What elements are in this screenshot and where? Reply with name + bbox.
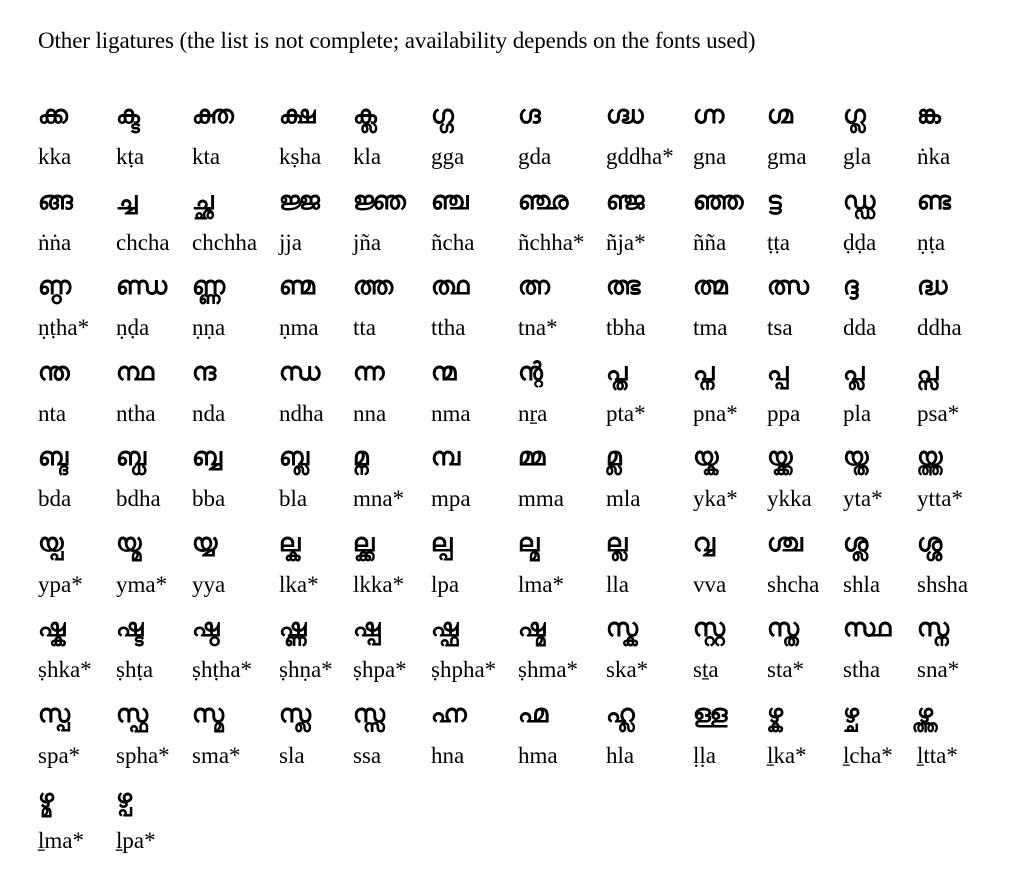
ligature-cell	[353, 691, 431, 777]
ligature-glyph: മ്ന	[353, 442, 369, 471]
ligature-transliteration: ṇma	[279, 315, 319, 340]
ligature-cell	[843, 434, 917, 520]
ligature-glyph: ഗ്ഗ	[431, 100, 454, 129]
ligature-transliteration: gddha*	[606, 144, 674, 169]
ligature-cell	[606, 434, 693, 520]
ligature-glyph: സ്ത	[767, 613, 800, 642]
ligature-transliteration: tta	[353, 315, 376, 340]
ligature-glyph: ഡ്ഡ	[843, 185, 876, 215]
ligature-transliteration: lla	[606, 571, 629, 597]
ligature-glyph: ഷ്ട	[116, 613, 144, 642]
ligature-cell	[431, 691, 518, 777]
ligature-transliteration: ddha	[917, 315, 962, 340]
ligature-cell	[192, 349, 279, 435]
ligature-cell	[192, 520, 279, 606]
ligature-transliteration: jña	[353, 229, 382, 255]
ligature-transliteration: tma	[693, 315, 728, 340]
ligature-cell	[767, 263, 843, 349]
ligature-glyph: ന്ദ	[192, 356, 217, 386]
ligature-glyph: സ്ക	[606, 613, 639, 642]
ligature-glyph: ഷ്ഠ	[192, 613, 220, 642]
ligature-cell	[693, 178, 767, 264]
ligature-transliteration: ṣhpa*	[353, 657, 407, 682]
ligature-cell	[116, 520, 192, 606]
page-title: Other ligatures (the list is not complete; availability depends on the fonts used)	[38, 28, 756, 53]
ligature-cell	[431, 605, 518, 691]
ligature-cell	[518, 92, 606, 178]
ligature-transliteration: ṇṭa	[917, 229, 946, 255]
ligature-transliteration: gna	[693, 144, 727, 169]
ligature-cell	[843, 349, 917, 435]
ligature-transliteration: ykka	[767, 486, 812, 511]
ligature-transliteration: kka	[38, 144, 72, 169]
ligature-glyph: ല്ക്ക	[353, 527, 375, 557]
ligature-glyph: ക്ല	[353, 100, 377, 129]
ligature-cell	[353, 349, 431, 435]
ligature-transliteration: ṣhṭa	[116, 657, 154, 682]
ligature-cell	[279, 92, 353, 178]
ligature-cell	[518, 178, 606, 264]
ligature-cell	[917, 349, 997, 435]
ligature-cell	[767, 434, 843, 520]
ligature-glyph: ഗ്ന	[693, 100, 725, 129]
ligature-transliteration: bla	[279, 486, 308, 511]
ligature-cell	[279, 263, 353, 349]
ligature-transliteration: mna*	[353, 486, 405, 511]
ligature-glyph: പ്ല	[843, 356, 865, 386]
ligature-transliteration: ṣhṭha*	[192, 657, 253, 682]
ligature-transliteration: ṅṅa	[38, 229, 72, 255]
ligature-cell	[693, 349, 767, 435]
ligature-cell	[431, 178, 518, 264]
ligature-cell	[767, 178, 843, 264]
ligature-cell	[38, 178, 116, 264]
ligature-cell	[693, 520, 767, 606]
ligature-cell	[518, 691, 606, 777]
ligature-glyph: ഷ്മ	[518, 613, 546, 642]
ligature-glyph: ഞ്ഞ	[693, 185, 744, 215]
ligature-cell	[279, 520, 353, 606]
ligature-glyph: മ്മ	[518, 442, 546, 471]
ligature-cell	[279, 434, 353, 520]
ligature-transliteration: dda	[843, 315, 877, 340]
ligature-cell	[353, 263, 431, 349]
ligature-glyph: ന്മ	[431, 356, 457, 386]
ligature-cell	[606, 178, 693, 264]
ligature-cell	[38, 263, 116, 349]
ligature-transliteration: chchha	[192, 229, 258, 255]
ligature-glyph: ട്ട	[767, 185, 782, 215]
ligature-glyph: ത്സ	[767, 271, 809, 300]
ligature-transliteration: pna*	[693, 400, 738, 426]
ligature-transliteration: kṣha	[279, 144, 322, 169]
ligature-transliteration: hna	[431, 742, 465, 768]
ligature-glyph: ച്ച	[116, 185, 138, 215]
ligature-transliteration: lka*	[279, 571, 319, 597]
ligature-glyph: ഗ്ല	[843, 100, 866, 129]
ligature-transliteration: bdha	[116, 486, 161, 511]
ligature-cell	[192, 263, 279, 349]
ligature-transliteration: tna*	[518, 315, 558, 340]
ligature-glyph: ഷ്ക	[38, 613, 66, 642]
ligature-cell	[917, 520, 997, 606]
ligature-cell	[767, 691, 843, 777]
ligature-transliteration: ḻpa*	[116, 828, 156, 853]
ligature-cell	[693, 605, 767, 691]
ligature-transliteration: mma	[518, 486, 564, 511]
ligature-transliteration: hla	[606, 742, 635, 768]
ligature-cell	[116, 605, 192, 691]
ligature-glyph: പ്പ	[767, 356, 789, 386]
ligature-transliteration: ṭṭa	[767, 229, 790, 255]
ligature-cell	[116, 434, 192, 520]
ligature-transliteration: gda	[518, 144, 552, 169]
ligature-cell	[606, 605, 693, 691]
ligature-cell	[518, 349, 606, 435]
ligature-cell	[38, 691, 116, 777]
ligature-transliteration: sla	[279, 742, 305, 768]
ligature-glyph: ഹ്ല	[606, 698, 635, 728]
ligature-cell	[767, 520, 843, 606]
ligature-cell	[693, 434, 767, 520]
ligature-glyph: ഹ്മ	[518, 698, 549, 728]
ligature-transliteration: ska*	[606, 657, 649, 682]
ligature-grid	[38, 92, 997, 862]
ligature-glyph: ശ്ച	[767, 527, 803, 557]
ligature-transliteration: gla	[843, 144, 872, 169]
ligature-glyph: ഞ്ഛ	[518, 185, 569, 215]
ligature-glyph: ഴ്ക	[767, 698, 784, 728]
ligature-transliteration: tsa	[767, 315, 793, 340]
ligature-glyph: ശ്ല	[843, 527, 869, 557]
ligature-glyph: യ്ത	[843, 442, 869, 471]
ligature-cell	[518, 263, 606, 349]
ligature-glyph: മ്പ	[431, 442, 461, 471]
ligature-glyph: ത്ന	[518, 271, 550, 300]
ligature-glyph: ത്ഭ	[606, 271, 641, 300]
ligature-cell	[279, 178, 353, 264]
ligature-transliteration: ṣhka*	[38, 657, 92, 682]
ligature-cell	[192, 92, 279, 178]
ligature-glyph: ല്മ	[518, 527, 540, 557]
ligature-glyph: ബ്ബ	[192, 442, 223, 471]
ligature-cell	[353, 520, 431, 606]
ligature-glyph: ത്ഥ	[431, 271, 470, 300]
ligature-transliteration: spha*	[116, 742, 170, 768]
ligature-cell	[192, 434, 279, 520]
ligature-glyph: ഞ്ജ	[606, 185, 645, 215]
ligature-transliteration: ḻma*	[38, 828, 84, 853]
ligature-transliteration: yka*	[693, 486, 738, 511]
ligature-transliteration: ḍḍa	[843, 229, 877, 255]
ligature-cell	[917, 178, 997, 264]
ligature-transliteration: tbha	[606, 315, 646, 340]
ligature-glyph: ന്റ	[518, 356, 543, 386]
ligature-transliteration: ḻcha*	[843, 742, 893, 768]
ligature-transliteration: yma*	[116, 571, 168, 597]
ligature-glyph: പ്സ	[917, 356, 939, 386]
ligature-transliteration: ṅka	[917, 144, 951, 169]
ligature-transliteration: nda	[192, 400, 226, 426]
ligature-glyph: ജ്ഞ	[353, 185, 406, 215]
ligature-glyph: ന്ന	[353, 356, 385, 386]
ligature-cell	[116, 92, 192, 178]
ligature-cell	[767, 605, 843, 691]
ligature-transliteration: kta	[192, 144, 221, 169]
ligature-glyph: സ്പ	[38, 698, 71, 728]
ligature-transliteration: ṇṇa	[192, 315, 226, 340]
ligature-cell	[431, 92, 518, 178]
ligature-cell	[431, 520, 518, 606]
ligature-glyph: ണ്ണ	[192, 271, 226, 300]
ligature-glyph: യ്പ	[38, 527, 64, 557]
ligature-glyph: പ്ത	[606, 356, 628, 386]
ligature-transliteration: yya	[192, 571, 226, 597]
ligature-cell	[38, 92, 116, 178]
ligature-glyph: ല്പ	[431, 527, 453, 557]
ligature-transliteration: sṯa	[693, 657, 719, 682]
ligature-cell	[917, 691, 997, 777]
ligature-cell	[606, 349, 693, 435]
ligature-transliteration: sma*	[192, 742, 241, 768]
ligature-cell	[606, 263, 693, 349]
ligature-transliteration: lma*	[518, 571, 564, 597]
ligature-cell	[353, 434, 431, 520]
ligature-glyph: ങ്ങ	[38, 185, 73, 215]
ligature-glyph: യ്ത്ത	[917, 442, 943, 471]
ligature-glyph: ഷ്ണ	[279, 613, 307, 642]
ligature-glyph: സ്ഥ	[843, 613, 892, 642]
ligature-glyph: ശ്ശ	[917, 527, 943, 557]
ligature-cell	[431, 349, 518, 435]
ligature-glyph: ന്ത	[38, 356, 70, 386]
ligature-cell	[353, 92, 431, 178]
ligature-cell	[843, 92, 917, 178]
ligature-glyph: ദ്ധ	[917, 271, 948, 300]
ligature-glyph: യ്ക്ക	[767, 442, 793, 471]
ligature-cell	[606, 520, 693, 606]
ligature-cell	[279, 349, 353, 435]
ligature-glyph: ബ്ധ	[116, 442, 147, 471]
ligature-glyph: ന്ധ	[279, 356, 321, 386]
ligature-transliteration: lkka*	[353, 571, 405, 597]
ligature-cell	[843, 691, 917, 777]
ligature-cell	[192, 691, 279, 777]
ligature-glyph: ഹ്ന	[431, 698, 467, 728]
ligature-glyph: പ്ന	[693, 356, 715, 386]
ligature-transliteration: gma	[767, 144, 807, 169]
ligature-glyph: മ്ല	[606, 442, 622, 471]
ligature-glyph: ന്ഥ	[116, 356, 155, 386]
ligature-transliteration: ḷḷa	[693, 742, 716, 768]
ligature-glyph: സ്ല	[279, 698, 312, 728]
ligature-cell	[431, 263, 518, 349]
ligature-cell	[767, 92, 843, 178]
ligature-cell	[116, 776, 192, 862]
ligature-transliteration: shcha	[767, 571, 820, 597]
ligature-cell	[38, 349, 116, 435]
ligature-transliteration: jja	[279, 229, 302, 255]
ligature-transliteration: hma	[518, 742, 558, 768]
ligature-glyph: ഴ്പ	[116, 784, 133, 813]
ligature-glyph: ക്ത	[192, 100, 234, 129]
ligature-transliteration: ḻtta*	[917, 742, 958, 768]
ligature-cell	[917, 434, 997, 520]
ligature-transliteration: sna*	[917, 657, 960, 682]
ligature-glyph: ച്ഛ	[192, 185, 214, 215]
ligature-cell	[192, 178, 279, 264]
ligature-glyph: ണ്ഠ	[38, 271, 72, 300]
ligature-transliteration: ndha	[279, 400, 324, 426]
ligature-glyph: സ്സ	[353, 698, 386, 728]
ligature-cell	[192, 605, 279, 691]
ligature-cell	[518, 605, 606, 691]
ligature-transliteration: ṣhṇa*	[279, 657, 333, 682]
ligature-transliteration: stha	[843, 657, 881, 682]
ligature-transliteration: sta*	[767, 657, 805, 682]
ligature-cell	[518, 520, 606, 606]
ligature-glyph: സ്ന	[917, 613, 950, 642]
ligature-transliteration: nma	[431, 400, 471, 426]
ligature-glyph: സ്മ	[192, 698, 225, 728]
ligature-transliteration: ytta*	[917, 486, 963, 511]
ligature-transliteration: kla	[353, 144, 382, 169]
ligature-transliteration: ntha	[116, 400, 156, 426]
ligature-transliteration: nṟa	[518, 400, 548, 426]
ligature-cell	[116, 691, 192, 777]
ligature-glyph: ഷ്പ	[353, 613, 381, 642]
ligature-transliteration: shla	[843, 571, 881, 597]
ligature-glyph: ഴ്ച	[843, 698, 860, 728]
ligature-cell	[116, 349, 192, 435]
ligature-transliteration: ypa*	[38, 571, 83, 597]
ligature-cell	[353, 605, 431, 691]
ligature-transliteration: ṣhpha*	[431, 657, 497, 682]
ligature-glyph: ഷ്ഫ	[431, 613, 459, 642]
ligature-cell	[843, 520, 917, 606]
ligature-transliteration: ñja*	[606, 229, 646, 255]
ligature-glyph: ള്ള	[693, 698, 728, 728]
ligature-transliteration: bba	[192, 486, 226, 511]
ligature-cell	[917, 92, 997, 178]
ligature-transliteration: shsha	[917, 571, 969, 597]
ligature-glyph: ജ്ജ	[279, 185, 320, 215]
ligature-cell	[693, 691, 767, 777]
ligature-transliteration: nna	[353, 400, 387, 426]
ligature-cell	[606, 92, 693, 178]
ligature-glyph: ല്ല	[606, 527, 628, 557]
ligature-glyph: ക്ക	[38, 100, 68, 129]
ligature-glyph: ക്ഷ	[279, 100, 316, 129]
ligature-glyph: ഞ്ച	[431, 185, 469, 215]
ligature-transliteration: ttha	[431, 315, 466, 340]
ligature-glyph: വ്വ	[693, 527, 715, 557]
ligature-cell	[279, 605, 353, 691]
ligature-cell	[38, 776, 116, 862]
ligature-transliteration: spa*	[38, 742, 81, 768]
ligature-transliteration: ssa	[353, 742, 382, 768]
ligature-glyph: ല്ക	[279, 527, 301, 557]
ligature-glyph: യ്യ	[192, 527, 218, 557]
ligature-cell	[917, 605, 997, 691]
ligature-cell	[279, 691, 353, 777]
ligature-cell	[353, 178, 431, 264]
ligature-cell	[38, 605, 116, 691]
ligature-glyph: ണ്ഡ	[116, 271, 168, 300]
ligature-transliteration: mpa	[431, 486, 471, 511]
ligature-cell	[917, 263, 997, 349]
ligature-cell	[843, 178, 917, 264]
ligature-cell	[431, 434, 518, 520]
ligature-glyph: ബ്ദ	[38, 442, 69, 471]
ligature-transliteration: ñña	[693, 229, 727, 255]
ligature-transliteration: mla	[606, 486, 641, 511]
ligature-cell	[116, 178, 192, 264]
ligature-transliteration: pla	[843, 400, 872, 426]
ligature-transliteration: ppa	[767, 400, 801, 426]
ligature-transliteration: bda	[38, 486, 72, 511]
ligature-glyph: ഗ്മ	[767, 100, 793, 129]
ligature-transliteration: nta	[38, 400, 67, 426]
ligature-glyph: സ്റ്റ	[693, 613, 726, 642]
ligature-transliteration: psa*	[917, 400, 960, 426]
ligature-transliteration: chcha	[116, 229, 170, 255]
ligature-transliteration: pta*	[606, 400, 646, 426]
ligature-transliteration: gga	[431, 144, 465, 169]
ligature-cell	[606, 691, 693, 777]
ligature-glyph: ഗ്ദ്ധ	[606, 100, 644, 129]
ligature-cell	[767, 349, 843, 435]
ligature-glyph: ണ്ട	[917, 185, 951, 215]
ligature-transliteration: yta*	[843, 486, 883, 511]
ligature-cell	[843, 605, 917, 691]
ligature-transliteration: ṇṭha*	[38, 315, 90, 340]
ligature-transliteration: ṇḍa	[116, 315, 150, 340]
ligature-glyph: ക്ട	[116, 100, 140, 129]
ligature-glyph: ഴ്ത്ത	[917, 698, 934, 728]
ligature-glyph: ഗ്ദ	[518, 100, 541, 129]
ligature-transliteration: kṭa	[116, 144, 145, 169]
ligature-transliteration: ḻka*	[767, 742, 807, 768]
ligature-glyph: ബ്ല	[279, 442, 310, 471]
ligature-glyph: യ്മ	[116, 527, 142, 557]
ligature-glyph: സ്ഫ	[116, 698, 149, 728]
ligature-transliteration: vva	[693, 571, 727, 597]
ligature-glyph: ങ്ക	[917, 100, 941, 129]
ligature-cell	[38, 434, 116, 520]
ligature-transliteration: ñchha*	[518, 229, 585, 255]
ligature-cell	[518, 434, 606, 520]
ligature-glyph: ഴ്മ	[38, 784, 55, 813]
ligature-transliteration: lpa	[431, 571, 460, 597]
ligature-cell	[693, 263, 767, 349]
ligature-cell	[693, 92, 767, 178]
ligature-glyph: ദ്ദ	[843, 271, 859, 300]
ligature-cell	[843, 263, 917, 349]
ligature-glyph: ത്മ	[693, 271, 728, 300]
ligature-transliteration: ñcha	[431, 229, 475, 255]
ligature-cell	[38, 520, 116, 606]
ligature-glyph: യ്ക	[693, 442, 719, 471]
ligature-glyph: ത്ത	[353, 271, 394, 300]
ligature-transliteration: ṣhma*	[518, 657, 579, 682]
ligature-cell	[116, 263, 192, 349]
ligature-glyph: ണ്മ	[279, 271, 316, 300]
